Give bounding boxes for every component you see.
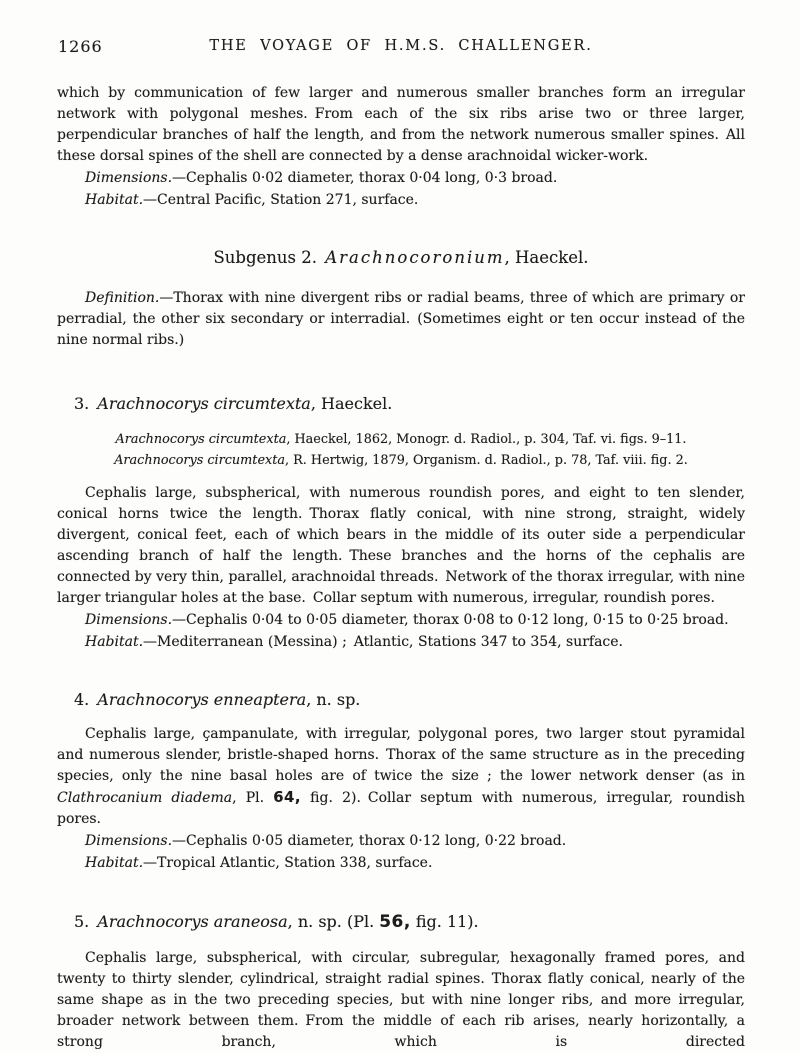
definition-text: —Thorax with nine divergent ribs or radial beams, three of which are primary or perradial, the other six secondary or interradial. (Sometimes eight or ten occur instead of the nine normal ribs.) [57,290,745,348]
species-novelty: , n. sp. (Pl. [287,912,380,931]
subgenus-author: , Haeckel. [504,248,589,267]
species-name: Arachnocorys enneaptera [97,690,307,709]
page-number: 1266 [58,37,103,56]
habitat-label: Habitat. [85,192,144,208]
dimensions-text: —Cephalis 0·02 diameter, thorax 0·04 long, 0·3 broad. [172,170,558,186]
habitat-text: —Tropical Atlantic, Station 338, surface. [143,855,433,871]
intro-dimensions-line [57,168,745,189]
habitat-text: —Central Pacific, Station 271, surface. [143,192,419,208]
species-author: , Haeckel. [310,394,393,413]
species-5-description: Cephalis large, subspherical, with circular, subregular, hexagonally framed pores, and twenty to thirty slender, cylindrical, straight radial spines. Thorax flatly conical, nearly of the same shape as in the two preceding species, but with nine longer ribs, and more irregular, broader network between them. From the middle of each rib arises, nearly horizontally, a strong branch, which is directed [57,950,745,1050]
species-3-habitat-line [57,632,745,653]
intro-paragraph: which by communication of few larger and numerous smaller branches form an irregular network with polygonal meshes. From each of the six ribs arise two or three larger, perpendicular branches of half the length, and from the network numerous smaller spines. All these dorsal spines of the shell are connected by a dense arachnoidal wicker-work. [57,85,745,164]
species-number: 4. [74,690,98,709]
species-heading-3 [74,392,745,415]
citation-line [57,429,745,450]
page-header [57,36,745,56]
citation-reference: , Haeckel, 1862, Monogr. d. Radiol., p. 304, Taf. vi. figs. 9–11. [286,432,687,447]
description-text: fig. 2). Collar septum with numerous, irregular, roundish pores. [57,790,745,827]
species-heading-5 [74,910,745,933]
description-text: Cephalis large, çampanulate, with irregular, polygonal pores, two larger stout pyramidal and numerous slender, bristle-shaped horns. Thorax of the same structure as in the preceding species, only the nine basal holes are of twice the size ; the lower network denser (as in [57,726,745,784]
running-title: THE VOYAGE OF H.M.S. CHALLENGER. [209,38,593,54]
dimensions-label: Dimensions. [85,612,173,628]
dimensions-text: —Cephalis 0·04 to 0·05 diameter, thorax 0·08 to 0·12 long, 0·15 to 0·25 broad. [172,612,729,628]
citation-line [57,450,745,471]
definition-paragraph [57,288,745,351]
definition-label: Definition. [85,290,160,306]
referenced-species-name: Clathrocanium diadema [57,790,233,806]
subgenus-prefix: Subgenus 2. [213,248,326,267]
plate-number: 56, [379,911,411,931]
species-3-description: Cephalis large, subspherical, with numerous roundish pores, and eight to ten slender, conical horns twice the length. Thorax flatly conical, with nine strong, straight, widely divergent, conical feet, each of which bears in the middle of its outer side a perpendicular ascending branch of half the length. These branches and the horns of the cephalis are connected by very thin, parallel, arachnoidal threads. Network of the thorax irregular, with nine larger triangular holes at the base. Collar septum with numerous, irregular, roundish pores. [57,485,745,606]
species-4-dimensions-line [57,831,745,852]
subgenus-name: Arachnocoronium [325,248,505,267]
intro-habitat-line [57,190,745,211]
species-novelty: , n. sp. [306,690,361,709]
citation-list [57,429,745,471]
species-number: 3. [74,394,98,413]
habitat-label: Habitat. [85,634,144,650]
plate-number: 64, [273,789,301,806]
citation-reference: , R. Hertwig, 1879, Organism. d. Radiol., p. 78, Taf. viii. fig. 2. [285,453,688,468]
species-heading-4 [74,688,745,711]
dimensions-label: Dimensions. [85,833,173,849]
species-name: Arachnocorys araneosa [97,912,288,931]
species-number: 5. [74,912,98,931]
figure-reference: fig. 11). [410,912,479,931]
species-name: Arachnocorys circumtexta [97,394,311,413]
species-3-dimensions-line [57,610,745,631]
citation-species-name: Arachnocorys circumtexta [114,453,286,468]
habitat-text: —Mediterranean (Messina) ; Atlantic, Stations 347 to 354, surface. [143,634,624,650]
citation-species-name: Arachnocorys circumtexta [115,432,287,447]
description-text: , Pl. [232,790,274,806]
species-4-description [57,724,745,830]
species-4-habitat-line [57,853,745,874]
habitat-label: Habitat. [85,855,144,871]
dimensions-label: Dimensions. [85,170,173,186]
subgenus-heading [57,246,745,269]
dimensions-text: —Cephalis 0·05 diameter, thorax 0·12 long, 0·22 broad. [172,833,567,849]
